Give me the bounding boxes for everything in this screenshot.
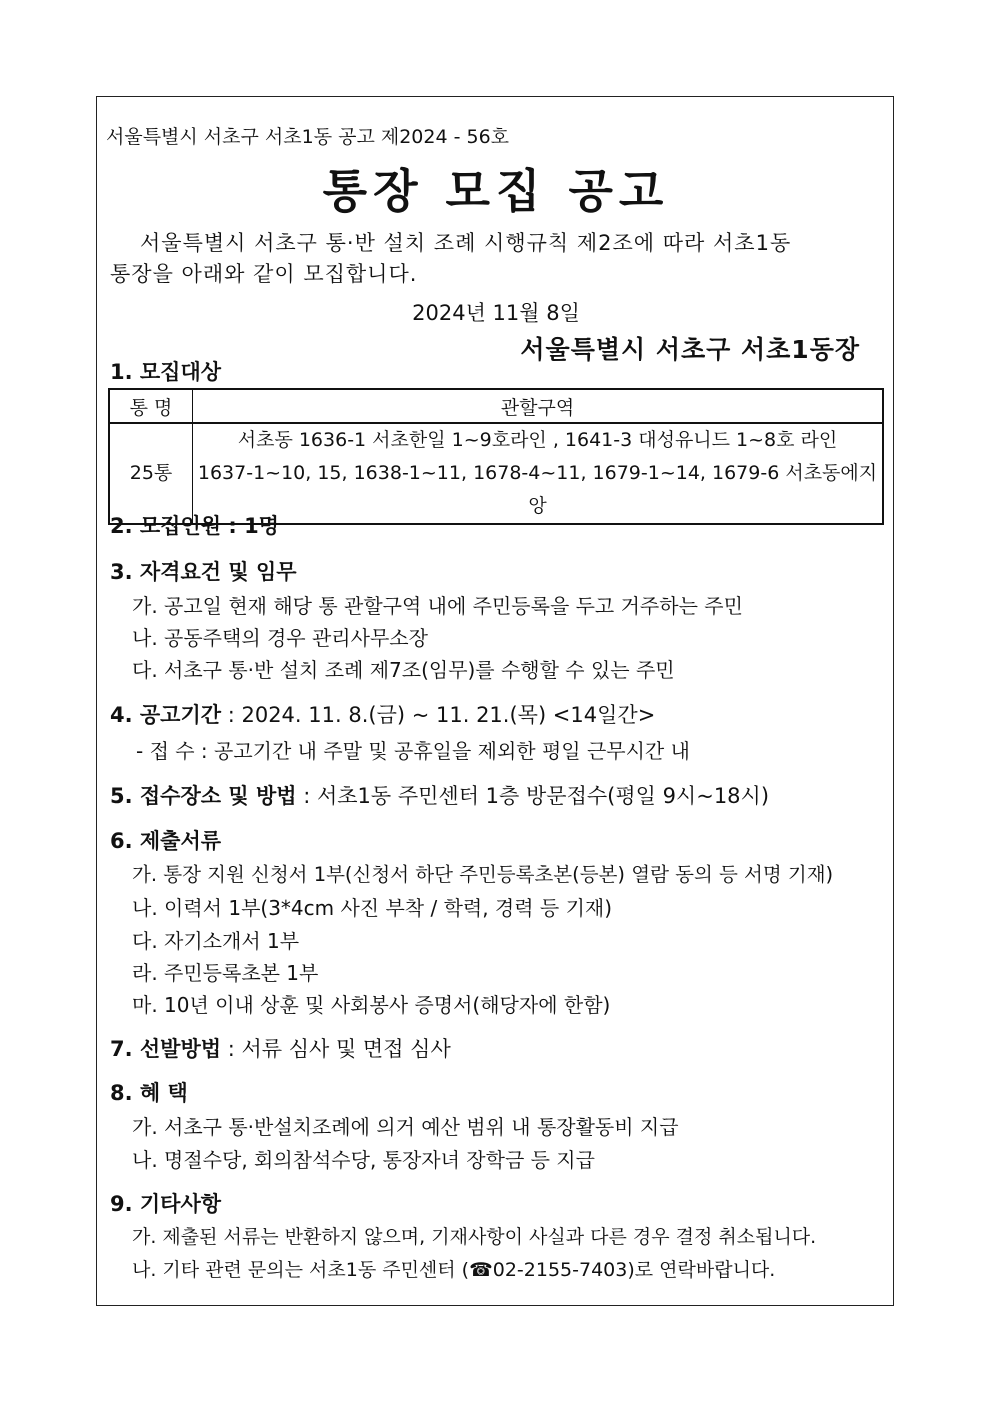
section-5-detail: : 서초1동 주민센터 1층 방문접수(평일 9시~18시) xyxy=(296,784,770,808)
section-1-title: 1. 모집대상 xyxy=(110,360,222,384)
cell-tong: 25통 xyxy=(109,423,193,524)
section-6-item: 나. 이력서 1부(3*4cm 사진 부착 / 학력, 경력 등 기재) xyxy=(132,896,613,920)
section-5-line xyxy=(110,780,769,810)
section-7-line xyxy=(110,1033,451,1063)
recruit-table xyxy=(108,388,884,525)
section-4-line xyxy=(110,699,655,729)
section-4-sub: - 접 수 : 공고기간 내 주말 및 공휴일을 제외한 평일 근무시간 내 xyxy=(136,739,690,763)
section-3-item: 다. 서초구 통·반 설치 조례 제7조(임무)를 수행할 수 있는 주민 xyxy=(132,658,675,682)
page-title: 통장 모집 공고 xyxy=(322,164,670,218)
section-3-item: 나. 공동주택의 경우 관리사무소장 xyxy=(132,626,428,650)
section-6-item: 다. 자기소개서 1부 xyxy=(132,929,300,953)
section-9-item: 가. 제출된 서류는 반환하지 않으며, 기재사항이 사실과 다른 경우 결정 취소됩니다. xyxy=(132,1226,817,1248)
section-9-item-contact: 나. 기타 관련 문의는 서초1동 주민센터 (☎02-2155-7403)로 연락바랍니다. xyxy=(132,1259,776,1281)
area-line-1: 서초동 1636-1 서초한일 1~9호라인 , 1641-3 대성유니드 1~8호 라인 xyxy=(237,429,838,451)
area-line-2: 1637-1~10, 15, 1638-1~11, 1678-4~11, 1679-1~14, 1679-6 서초동에지앙 xyxy=(197,462,878,517)
intro-line-1: 서울특별시 서초구 통·반 설치 조례 시행규칙 제2조에 따라 서초1동 xyxy=(140,231,792,255)
section-7-detail: : 서류 심사 및 면접 심사 xyxy=(221,1037,451,1061)
notice-number: 서울특별시 서초구 서초1동 공고 제2024 - 56호 xyxy=(106,126,510,148)
issuer: 서울특별시 서초구 서초1동장 xyxy=(520,335,860,364)
table-row xyxy=(109,423,883,524)
section-6-item: 가. 통장 지원 신청서 1부(신청서 하단 주민등록초본(등본) 열람 동의 등 서명 기재) xyxy=(132,863,834,886)
cell-area xyxy=(193,423,884,524)
section-9-title: 9. 기타사항 xyxy=(110,1192,222,1216)
section-6-title: 6. 제출서류 xyxy=(110,829,222,853)
section-7-title: 7. 선발방법 xyxy=(110,1037,222,1061)
notice-date: 2024년 11월 8일 xyxy=(412,301,580,325)
header-area: 관할구역 xyxy=(193,389,884,423)
section-4-period: : 2024. 11. 8.(금) ~ 11. 21.(목) <14일간> xyxy=(221,703,656,727)
section-2-title: 2. 모집인원 : 1명 xyxy=(110,514,279,538)
table-header-row xyxy=(109,389,883,423)
intro-line-2: 통장을 아래와 같이 모집합니다. xyxy=(110,262,418,286)
section-8-title: 8. 혜 택 xyxy=(110,1081,188,1105)
section-6-item: 마. 10년 이내 상훈 및 사회봉사 증명서(해당자에 한함) xyxy=(132,993,611,1017)
header-tong: 통 명 xyxy=(109,389,193,423)
section-4-title: 4. 공고기간 xyxy=(110,703,222,727)
section-8-item: 가. 서초구 통·반설치조례에 의거 예산 범위 내 통장활동비 지급 xyxy=(132,1115,679,1139)
section-3-title: 3. 자격요건 및 임무 xyxy=(110,560,297,584)
section-3-item: 가. 공고일 현재 해당 통 관할구역 내에 주민등록을 두고 거주하는 주민 xyxy=(132,594,743,618)
section-6-item: 라. 주민등록초본 1부 xyxy=(132,961,319,985)
section-5-title: 5. 접수장소 및 방법 xyxy=(110,784,297,808)
section-8-item: 나. 명절수당, 회의참석수당, 통장자녀 장학금 등 지급 xyxy=(132,1148,595,1172)
